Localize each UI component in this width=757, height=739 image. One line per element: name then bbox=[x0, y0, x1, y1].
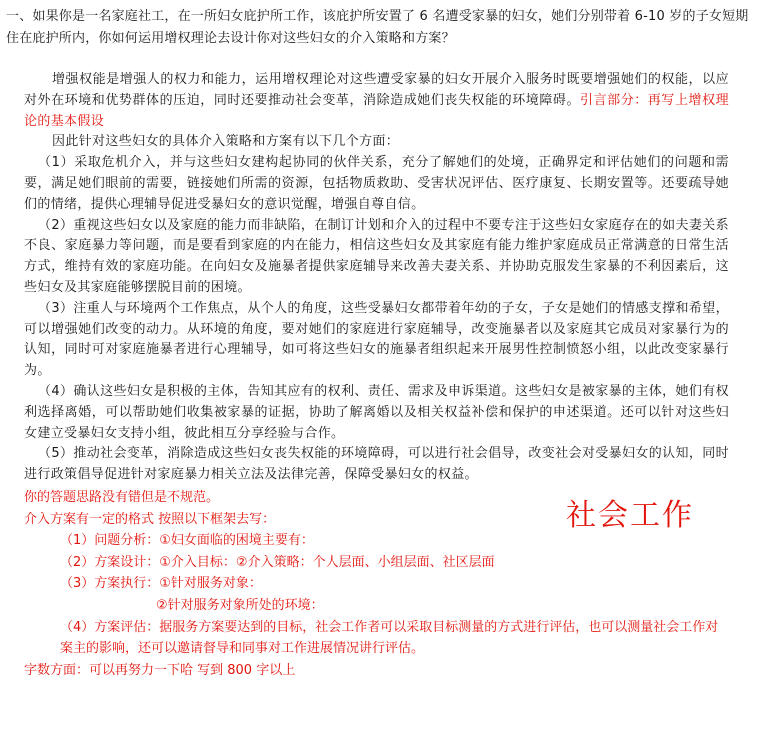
framework-item-2: （2）方案设计：①介入目标：②介入策略：个人层面、小组层面、社区层面 bbox=[60, 554, 495, 570]
answer-intro-paragraph bbox=[24, 70, 729, 132]
intro-comment: 引言部分：再写上增权理论的基本假设 bbox=[24, 92, 729, 129]
question-text: 一、如果你是一名家庭社工，在一所妇女庇护所工作，该庇护所安置了 6 名遭受家暴的妇女，她们分别带着 6-10 岁的子女短期住在庇护所内，你如何运用增权理论去设计你对这些妇女的介入策略和方案？ bbox=[6, 9, 749, 46]
comment-line-1: 你的答题思路没有错但是不规范。 bbox=[24, 490, 220, 505]
framework-item-1: （1）问题分析：①妇女面临的困境主要有： bbox=[60, 533, 314, 549]
framework-item-3b: ②针对服务对象所处的环境： bbox=[156, 597, 324, 613]
answer-intro: 增强权能是增强人的权力和能力，运用增权理论对这些遭受家暴的妇女开展介入服务时既要增强她们的权能，以应对外在环境和优势群体的压迫，同时还要推动社会变革，消除造成她们丧失权能的环境障碍。 bbox=[24, 72, 729, 108]
answer-point-2: （2）重视这些妇女以及家庭的能力而非缺陷，在制订计划和介入的过程中不要专注于这些妇女家庭存在的如夫妻关系不良、家庭暴力等问题，而是要看到家庭的内在能力，相信这些妇女及其家庭有能力维护家庭成员正常满意的日常生活方式，维持有效的家庭功能。在向妇女及施暴者提供家庭辅导来改善夫妻关系、并协助克服发生家暴的不利因素后，这些妇女及其家庭能够摆脱目前的困境。 bbox=[24, 217, 729, 295]
answer-point-4: （4）确认这些妇女是积极的主体，告知其应有的权利、责任、需求及申诉渠道。这些妇女是被家暴的主体，她们有权利选择离婚，可以帮助她们收集被家暴的证据，协助了解离婚以及相关权益补偿和保护的申述渠道。还可以针对这些妇女建立受暴妇女支持小组，彼此相互分享经验与合作。 bbox=[24, 383, 729, 441]
answer-point-1: （1）采取危机介入，并与这些妇女建构起协同的伙伴关系，充分了解她们的处境，正确界定和评估她们的问题和需要，满足她们眼前的需要，链接她们所需的资源，包括物质救助、受害状况评估、医疗康复、长期安置等。还要疏导她们的情绪，提供心理辅导促进受暴妇女的意识觉醒，增强自尊自信。 bbox=[24, 155, 729, 212]
subject-stamp-title: 社会工作 bbox=[566, 498, 694, 533]
word-count-comment: 字数方面：可以再努力一下哈 写到 800 字以上 bbox=[24, 662, 296, 678]
answer-lead: 因此针对这些妇女的具体介入策略和方案有以下几个方面： bbox=[52, 134, 400, 150]
answer-point-3: （3）注重人与环境两个工作焦点，从个人的角度，这些受暴妇女都带着年幼的子女，子女是她们的情感支撑和希望，可以增强她们改变的动力。从环境的角度，要对她们的家庭进行家庭辅导，改变施暴者以及家庭其它成员对家暴行为的认知，同时可对家庭施暴者进行心理辅导，如可将这些妇女的施暴者组织起来开展男性控制愤怒小组，以此改变家暴行为。 bbox=[24, 300, 729, 379]
comment-line-2: 介入方案有一定的格式 按照以下框架去写： bbox=[24, 511, 276, 527]
answer-point-5: （5）推动社会变革，消除造成这些妇女丧失权能的环境障碍，可以进行社会倡导，改变社会对受暴妇女的认知，同时进行政策倡导促进针对家庭暴力相关立法及法律完善，保障受暴妇女的权益。 bbox=[24, 446, 729, 483]
framework-item-4: （4）方案评估：据服务方案要达到的目标，社会工作者可以采取目标测量的方式进行评估，也可以测量社会工作对案主的影响，还可以邀请督导和同事对工作进展情况讲行评估。 bbox=[60, 619, 719, 657]
framework-item-3: （3）方案执行：①针对服务对象： bbox=[60, 576, 262, 592]
answer-body bbox=[24, 70, 729, 486]
